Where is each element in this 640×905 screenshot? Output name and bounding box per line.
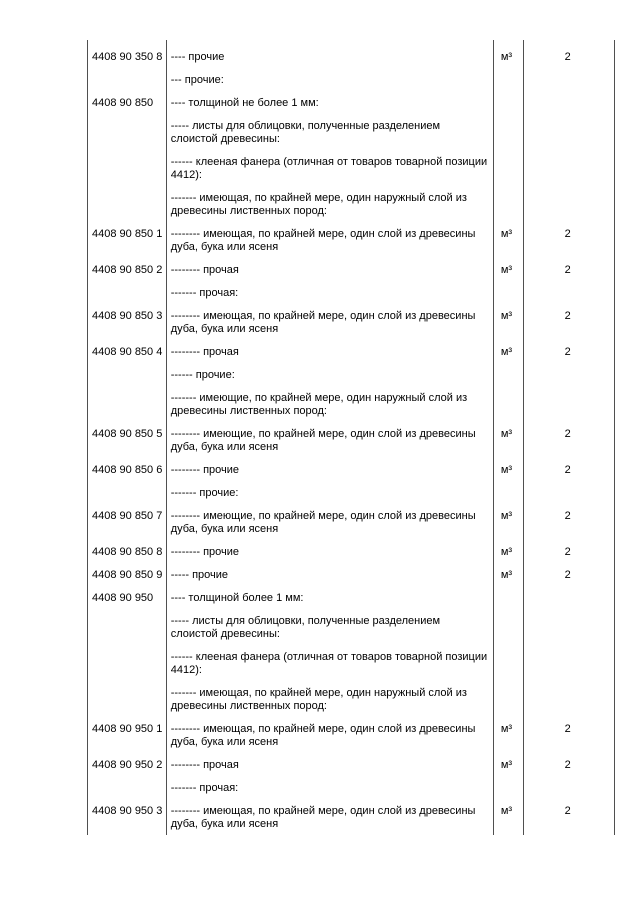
description-cell: ------- прочие: <box>170 487 239 499</box>
commodity-code-cell: 4408 90 850 9 <box>92 569 163 581</box>
commodity-code-cell: 4408 90 950 1 <box>92 723 163 735</box>
description-cell: -------- имеющая, по крайней мере, один слой из древесины дуба, бука или ясеня <box>170 723 476 748</box>
unit-of-measure-cell: м³ <box>500 464 513 476</box>
commodity-code-cell: 4408 90 850 5 <box>92 428 163 440</box>
description-cell: -------- прочая <box>170 759 239 771</box>
description-cell: ------ прочие: <box>170 369 235 381</box>
description-cell: ------- имеющая, по крайней мере, один наружный слой из древесины лиственных пород: <box>170 192 467 217</box>
column-divider-unit-rate <box>523 40 524 835</box>
duty-rate-cell: 2 <box>564 805 571 817</box>
description-cell: -------- имеющие, по крайней мере, один слой из древесины дуба, бука или ясеня <box>170 428 476 453</box>
description-cell: -------- имеющая, по крайней мере, один слой из древесины дуба, бука или ясеня <box>170 805 476 830</box>
description-cell: -------- имеющие, по крайней мере, один слой из древесины дуба, бука или ясеня <box>170 510 476 535</box>
duty-rate-cell: 2 <box>564 510 571 522</box>
commodity-code-cell: 4408 90 850 3 <box>92 310 163 322</box>
commodity-code-cell: 4408 90 850 8 <box>92 546 163 558</box>
unit-of-measure-cell: м³ <box>500 723 513 735</box>
commodity-code-cell: 4408 90 850 7 <box>92 510 163 522</box>
description-cell: -------- прочие <box>170 464 240 476</box>
duty-rate-cell: 2 <box>564 569 571 581</box>
duty-rate-cell: 2 <box>564 346 571 358</box>
description-cell: ------ клееная фанера (отличная от товаров товарной позиции 4412): <box>170 651 488 676</box>
duty-rate-cell: 2 <box>564 228 571 240</box>
unit-of-measure-cell: м³ <box>500 546 513 558</box>
description-cell: ------- имеющая, по крайней мере, один наружный слой из древесины лиственных пород: <box>170 687 467 712</box>
description-cell: -------- имеющая, по крайней мере, один слой из древесины дуба, бука или ясеня <box>170 228 476 253</box>
unit-of-measure-cell: м³ <box>500 264 513 276</box>
commodity-code-cell: 4408 90 850 1 <box>92 228 163 240</box>
description-cell: ----- листы для облицовки, полученные разделением слоистой древесины: <box>170 120 441 145</box>
description-cell: ----- листы для облицовки, полученные разделением слоистой древесины: <box>170 615 441 640</box>
commodity-code-cell: 4408 90 850 <box>92 97 154 109</box>
description-cell: --- прочие: <box>170 74 224 86</box>
description-cell: -------- прочие <box>170 546 240 558</box>
duty-rate-cell: 2 <box>564 428 571 440</box>
duty-rate-cell: 2 <box>564 310 571 322</box>
unit-of-measure-cell: м³ <box>500 51 513 63</box>
unit-of-measure-cell: м³ <box>500 346 513 358</box>
commodity-code-cell: 4408 90 350 8 <box>92 51 163 63</box>
duty-rate-cell: 2 <box>564 723 571 735</box>
unit-of-measure-cell: м³ <box>500 759 513 771</box>
unit-of-measure-cell: м³ <box>500 310 513 322</box>
description-cell: ------- имеющие, по крайней мере, один наружный слой из древесины лиственных пород: <box>170 392 468 417</box>
unit-of-measure-cell: м³ <box>500 228 513 240</box>
duty-rate-cell: 2 <box>564 264 571 276</box>
commodity-code-cell: 4408 90 950 3 <box>92 805 163 817</box>
unit-of-measure-cell: м³ <box>500 805 513 817</box>
unit-of-measure-cell: м³ <box>500 510 513 522</box>
commodity-code-cell: 4408 90 850 6 <box>92 464 163 476</box>
commodity-code-cell: 4408 90 850 2 <box>92 264 163 276</box>
description-cell: -------- имеющая, по крайней мере, один слой из древесины дуба, бука или ясеня <box>170 310 476 335</box>
column-divider-description-unit <box>493 40 494 835</box>
description-cell: ---- толщиной не более 1 мм: <box>170 97 319 109</box>
unit-of-measure-cell: м³ <box>500 428 513 440</box>
commodity-code-cell: 4408 90 950 <box>92 592 154 604</box>
description-cell: ---- прочие <box>170 51 225 63</box>
duty-rate-cell: 2 <box>564 546 571 558</box>
duty-rate-cell: 2 <box>564 51 571 63</box>
commodity-code-cell: 4408 90 950 2 <box>92 759 163 771</box>
unit-of-measure-cell: м³ <box>500 569 513 581</box>
duty-rate-cell: 2 <box>564 464 571 476</box>
tariff-nomenclature-table <box>87 40 615 835</box>
column-divider-code-description <box>166 40 167 835</box>
description-cell: ----- прочие <box>170 569 229 581</box>
description-cell: ------ клееная фанера (отличная от товаров товарной позиции 4412): <box>170 156 488 181</box>
duty-rate-cell: 2 <box>564 759 571 771</box>
description-cell: ------- прочая: <box>170 287 239 299</box>
description-cell: ------- прочая: <box>170 782 239 794</box>
description-cell: -------- прочая <box>170 264 239 276</box>
commodity-code-cell: 4408 90 850 4 <box>92 346 163 358</box>
description-cell: ---- толщиной более 1 мм: <box>170 592 304 604</box>
description-cell: -------- прочая <box>170 346 239 358</box>
